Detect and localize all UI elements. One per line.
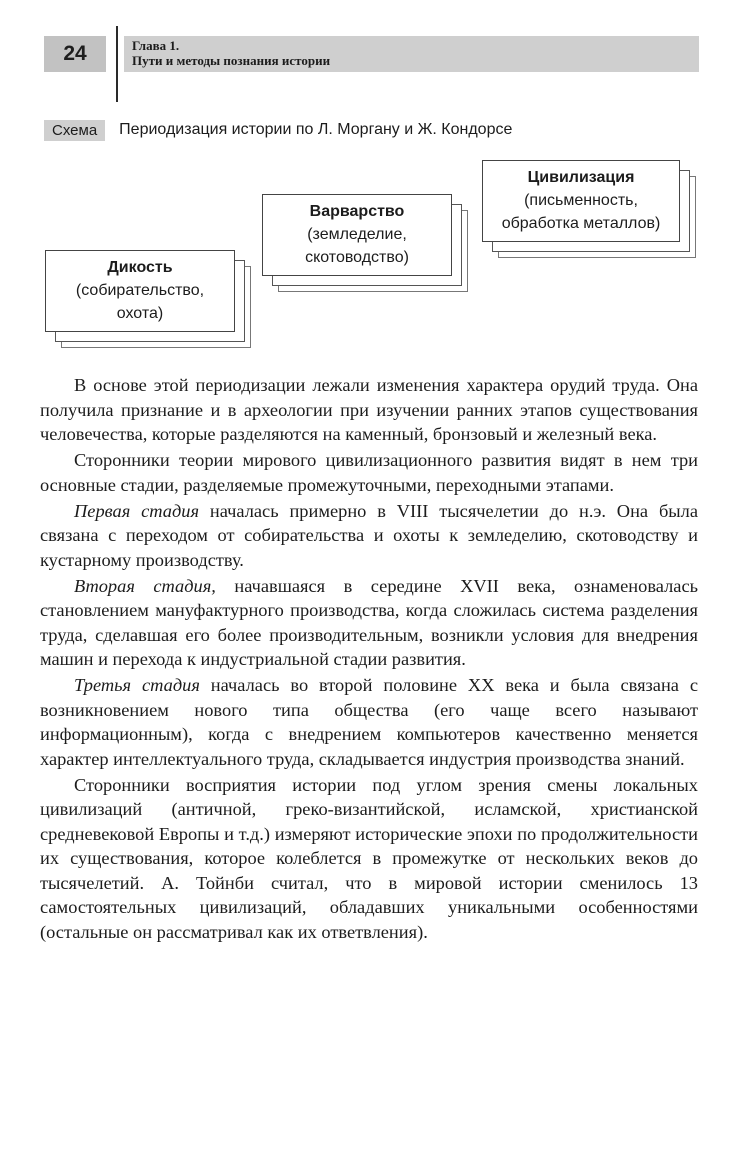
paragraph: [40, 773, 698, 945]
paragraph-lead: Третья стадия: [74, 675, 200, 695]
paragraph-lead: Первая стадия: [74, 500, 200, 521]
stage-box-civilization: [482, 160, 680, 242]
paragraph: [40, 373, 698, 447]
stage-description: обработка металлов): [501, 215, 661, 232]
stage-title: Цивилизация: [527, 169, 635, 186]
paragraph-lead: Вторая стадия,: [74, 575, 216, 596]
paragraph-text: начавшаяся в середине XVII века, ознаменовалась становлением мануфактурного производства, когда сложилась система разделения труда, сделавшая его более производительным, возникли условия для внедрения машин и перехода к индустриальной стадии развития.: [40, 575, 698, 669]
chapter-title: Пути и методы познания истории: [132, 53, 331, 68]
paragraph: [40, 448, 698, 497]
scheme-label: Схема: [44, 120, 105, 141]
paragraph-text: В основе этой периодизации лежали изменения характера орудий труда. Она получила признание и в археологии при изучении ранних этапов существования человечества, которые разделяются на каменный, бронзовый и железный века.: [40, 375, 698, 444]
header-divider: [116, 26, 118, 102]
stage-description: (письменность,: [524, 192, 638, 209]
page-number: 24: [44, 36, 106, 72]
paragraph-text: Сторонники восприятия истории под углом зрения смены локальных цивилизаций (античной, греко-византийской, исламской, христианской средневековой Европы и т.д.) измеряют исторические эпохи по продолжительности их существования, которое колеблется в промежутке от нескольких веков до тысячелетий. А. Тойнби считал, что в мировой истории сменилось 13 самостоятельных цивилизаций, обладавших уникальными особенностями (остальные он рассматривал как их ответвления).: [40, 774, 698, 942]
stage-description: скотоводство): [305, 249, 409, 266]
stage-box-savagery: [45, 250, 235, 332]
body-text: [40, 373, 698, 946]
stage-description: (земледелие,: [307, 226, 407, 243]
paragraph-text: началась примерно в VIII тысячелетии до н.э. Она была связана с переходом от собирательства и охоты к земледелию, скотоводству и кустарному производству.: [40, 500, 699, 570]
chapter-label: Глава 1.: [132, 38, 180, 53]
paragraph-text: началась во второй половине XX века и была связана с возникновением нового типа общества (его чаще всего называют информационным), когда с внедрением компьютеров качественно меняется характер интеллектуального труда, складывается индустрия производства знаний.: [40, 675, 699, 769]
running-header: [124, 36, 699, 72]
stage-title: Дикость: [107, 259, 173, 276]
paragraph: [40, 499, 698, 573]
paragraph-text: Сторонники теории мирового цивилизационного развития видят в нем три основные стадии, разделяемые промежуточными, переходными этапами.: [40, 450, 698, 495]
stage-box-barbarism: [262, 194, 452, 276]
paragraph: [40, 574, 698, 672]
stage-description: охота): [116, 305, 164, 322]
scheme-caption: [44, 117, 512, 143]
paragraph: [40, 673, 698, 771]
stage-description: (собирательство,: [75, 282, 205, 299]
scheme-title: Периодизация истории по Л. Моргану и Ж. Кондорсе: [119, 121, 513, 138]
stage-title: Варварство: [309, 203, 405, 220]
